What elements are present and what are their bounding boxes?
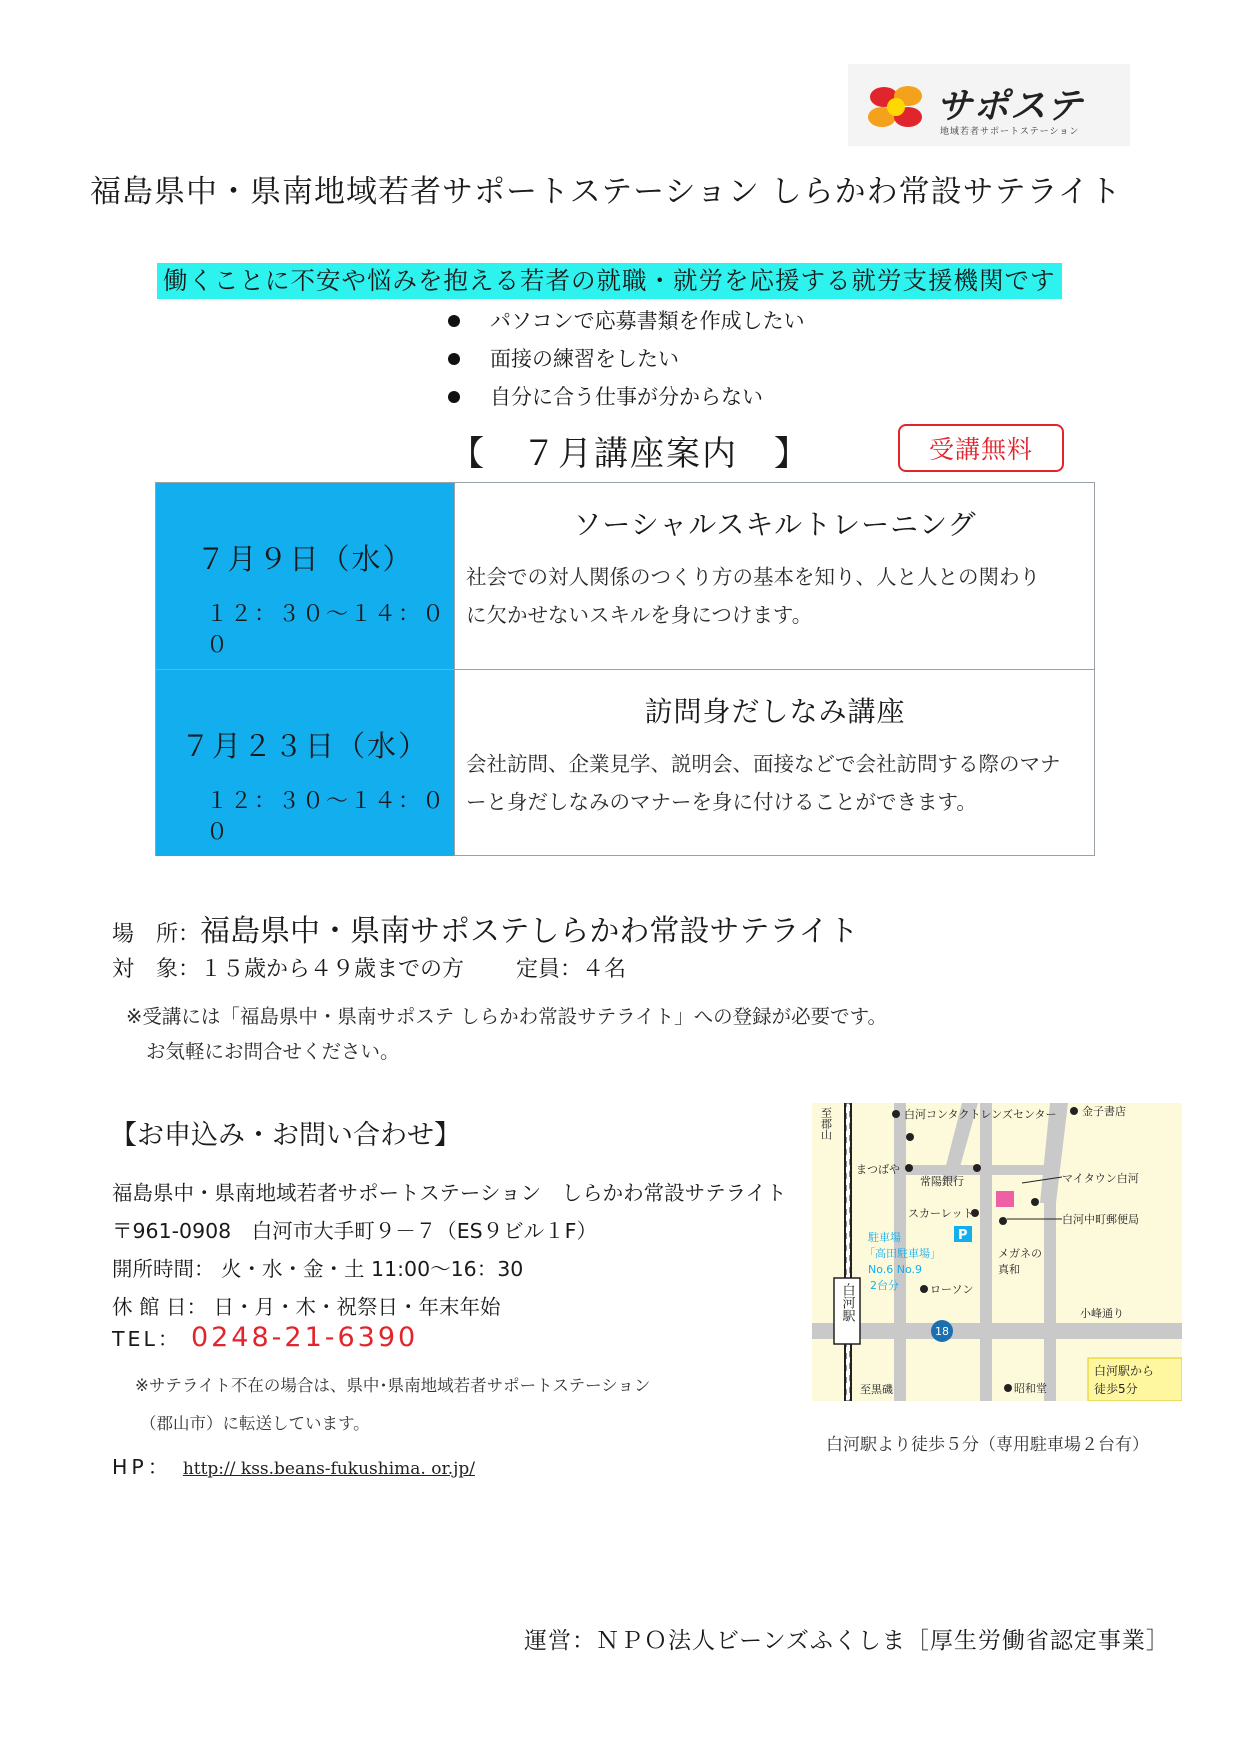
parking-label-3: No.6 No.9	[868, 1263, 923, 1276]
registration-note: ※受講には「福島県中・県南サポステ しらかわ常設サテライト」への登録が必要です。	[126, 1005, 888, 1028]
tel-label: TEL：	[112, 1327, 182, 1351]
course-name: 訪問身だしなみ講座	[644, 695, 906, 728]
course-name: ソーシャルスキルトレーニング	[573, 508, 977, 541]
transfer-note: ※サテライト不在の場合は、県中･県南地域若者サポートステーション	[135, 1376, 651, 1395]
list-item: 自分に合う仕事が分からない	[448, 378, 805, 416]
tel-number[interactable]: 0248-21-6390	[190, 1322, 419, 1353]
bullet-icon	[448, 391, 460, 403]
place-value: 福島県中・県南サポステしらかわ常設サテライト	[200, 914, 859, 949]
walk-label-1: 白河駅から	[1094, 1364, 1155, 1378]
contact-heading: 【お申込み・お問い合わせ】	[110, 1120, 461, 1151]
capacity: 定員：４名	[516, 957, 627, 982]
megane-label-1: メガネの	[998, 1247, 1042, 1260]
koriyama-label: 至郡山	[819, 1107, 833, 1140]
course-time: １２：３０〜１４：００	[206, 789, 447, 845]
kurodo-label: 至黒磯	[860, 1383, 893, 1396]
place-line	[112, 906, 859, 950]
contact-org: 福島県中・県南地域若者サポートステーション しらかわ常設サテライト	[112, 1181, 787, 1205]
hp-label: HP：	[112, 1455, 173, 1479]
contact-tel-line	[112, 1322, 418, 1353]
mytown-label: マイタウン白河	[1062, 1172, 1139, 1185]
inquiry-note: お気軽にお問合せください。	[146, 1040, 400, 1063]
schedule-row	[156, 670, 1094, 856]
map-caption: 白河駅より徒歩５分（専用駐車場２台有）	[826, 1435, 1149, 1455]
showado-label: 昭和堂	[1014, 1382, 1047, 1395]
scarlet-label: スカーレット	[908, 1207, 974, 1220]
post-label: 白河中町郵便局	[1062, 1213, 1139, 1226]
logo-text: サポステ	[936, 86, 1084, 127]
course-date: ７月９日（水）	[196, 542, 414, 576]
logo	[848, 64, 1130, 146]
logo-subtitle: 地域若者サポートステーション	[940, 127, 1080, 137]
contact-closed-days: 休 館 日： 日・月・木・祝祭日・年末年始	[112, 1295, 501, 1319]
footer: 運営：ＮＰＯ法人ビーンズふくしま［厚生労働省認定事業］	[524, 1628, 1170, 1654]
joyo-label: 常陽銀行	[920, 1175, 964, 1188]
target-label: 対 象：	[112, 957, 201, 982]
walk-label-2: 徒歩5分	[1094, 1382, 1138, 1396]
course-time: １２：３０〜１４：００	[206, 602, 447, 658]
route-label: 18	[935, 1325, 949, 1338]
contact-address: 〒961-0908 白河市大手町９－７（ES９ビル１F）	[112, 1219, 597, 1243]
course-description: 会社訪問、企業見学、説明会、面接などで会社訪問する際のマナ ーと身だしなみのマナーを身に付けることができます。	[466, 752, 1061, 814]
hp-line	[112, 1450, 475, 1480]
lawson-label: ローソン	[930, 1283, 974, 1296]
map-graphic	[812, 1103, 1182, 1401]
schedule-table	[155, 482, 1095, 856]
course-description: 社会での対人関係のつくり方の基本を知り、人と人との関わり に欠かせないスキルを身につけます。	[466, 565, 1040, 627]
hp-link[interactable]: http:// kss.beans-fukushima. or.jp/	[182, 1459, 475, 1479]
megane-label-2: 真和	[998, 1263, 1020, 1276]
flower-logo-icon	[862, 82, 932, 132]
list-item: パソコンで応募書類を作成したい	[448, 302, 805, 340]
bullet-icon	[448, 315, 460, 327]
target-value: １５歳から４９歳までの方	[200, 957, 465, 982]
komine-label: 小峰通り	[1080, 1307, 1124, 1320]
contact-lens-label: 白河コンタクトレンズセンター	[904, 1108, 1057, 1121]
schedule-row	[156, 483, 1094, 670]
free-badge: 受講無料	[898, 424, 1064, 472]
access-map	[812, 1103, 1182, 1401]
parking-label-1: 駐車場	[868, 1231, 901, 1244]
parking-label-4: 2台分	[870, 1279, 899, 1292]
transfer-note-2: （郡山市）に転送しています。	[140, 1414, 370, 1433]
place-label: 場 所：	[112, 922, 201, 947]
parking-icon: P	[958, 1228, 968, 1243]
tagline: 働くことに不安や悩みを抱える若者の就職・就労を応援する就労支援機関です	[157, 263, 1062, 299]
courses-heading: 【 ７月講座案内 】	[450, 434, 810, 474]
bullet-icon	[448, 353, 460, 365]
date-cell	[156, 483, 455, 669]
contact-hours: 開所時間： 火・水・金・土 11:00〜16：30	[112, 1257, 524, 1281]
kaneko-label: 金子書店	[1082, 1105, 1126, 1118]
parking-label-2: 「高田駐車場」	[864, 1247, 941, 1260]
course-date: ７月２３日（水）	[180, 729, 429, 763]
matsubaya-label: まつばや	[856, 1163, 900, 1176]
list-item: 面接の練習をしたい	[448, 340, 805, 378]
bullet-list	[448, 302, 805, 416]
station-label: 白河駅	[839, 1283, 855, 1322]
target-line	[112, 952, 626, 983]
page-title: 福島県中・県南地域若者サポートステーション しらかわ常設サテライト	[90, 174, 1122, 210]
date-cell	[156, 670, 455, 856]
